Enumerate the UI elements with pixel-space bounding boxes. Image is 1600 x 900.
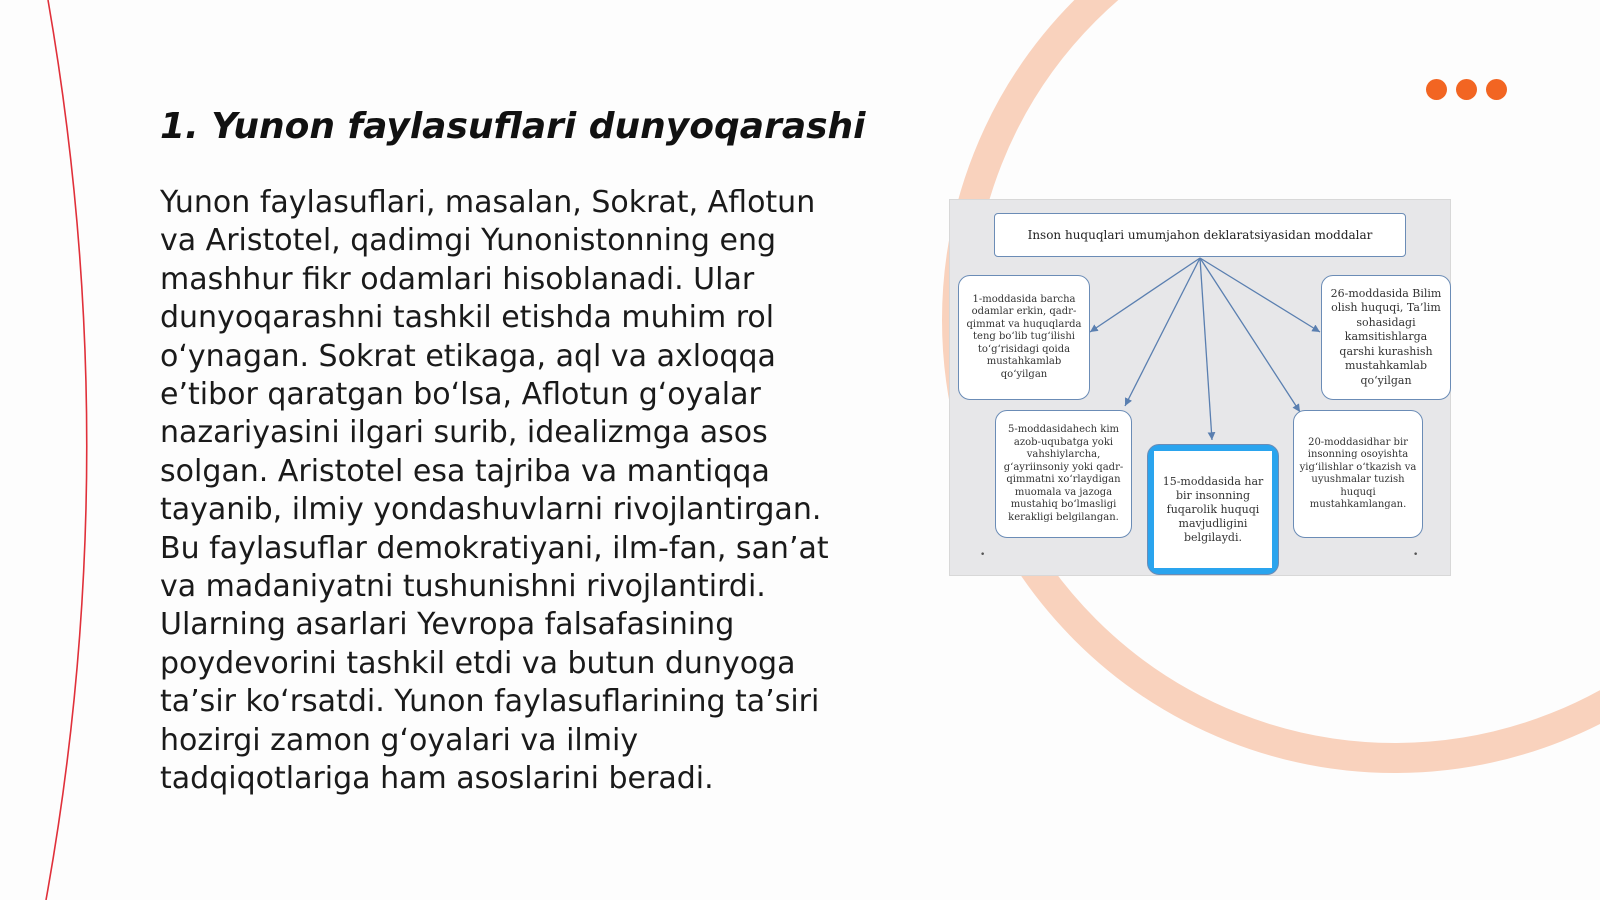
diagram-bullet-right: • <box>1413 550 1419 560</box>
arrow-to-node-1 <box>1090 258 1200 332</box>
diagram-node-article-15 <box>1147 444 1279 575</box>
body-paragraph: Yunon faylasuflari, masalan, Sokrat, Aflotun va Aristotel, qadimgi Yunonistonning eng mashhur fikr odamlari hisoblanadi. Ular dunyoqarashni tashkil etishda muhim rol o‘ynagan. Sokrat etikaga, aql va axloqqa e’tibor qaratgan bo‘lsa, Aflotun g‘oyalar nazariyasini ilgari surib, idealizmga asos solgan. Aristotel esa tajriba va mantiqqa tayanib, ilmiy yondashuvlarni rivojlantirgan. Bu faylasuflar demokratiyani, ilm-fan, san’at va madaniyatni tushunishni rivojlantirdi. Ularning asarlari Yevropa falsafasining poydevorini tashkil etdi va butun dunyoga ta’sir ko‘rsatdi. Yunon faylasuflarining ta’siri hozirgi zamon g‘oyalari va ilmiy tadqiqotlariga ham asoslarini beradi. <box>160 185 829 797</box>
more-options-icon <box>1426 79 1507 101</box>
diagram-node-article-26: 26-moddasida Bilim olish huquqi, Ta’lim sohasidagi kamsitishlarga qarshi kurashish mustahkamlab qo‘yilgan <box>1321 275 1451 400</box>
arrow-to-node-20 <box>1200 258 1300 412</box>
arrow-to-node-5 <box>1125 258 1200 406</box>
dot-3 <box>1486 79 1507 100</box>
diagram-header: Inson huquqlari umumjahon deklaratsiyasidan moddalar <box>994 213 1406 257</box>
diagram-node-article-5: 5-moddasidahech kim azob-uqubatga yoki vahshiylarcha, g‘ayriinsoniy yoki qadr-qimmatni xo‘rlaydigan muomala va jazoga mustahiq bo‘lmasligi kerakligi belgilangan. <box>995 410 1132 538</box>
arrow-to-node-26 <box>1200 258 1320 332</box>
slide-title: 1. Yunon faylasuflari dunyoqarashi <box>160 106 866 147</box>
diagram-node-article-15-text: 15-moddasida har bir insonning fuqarolik huquqi mavjudligini belgilaydi. <box>1154 451 1272 568</box>
dot-2 <box>1456 79 1477 100</box>
diagram-node-article-20: 20-moddasidhar bir insonning osoyishta yig‘ilishlar o‘tkazish va uyushmalar tuzish huquqi mustahkamlangan. <box>1293 410 1423 538</box>
declaration-diagram <box>950 200 1450 575</box>
dot-1 <box>1426 79 1447 100</box>
arrow-to-node-15 <box>1200 258 1212 440</box>
diagram-bullet-left: • <box>980 550 986 560</box>
diagram-node-article-1: 1-moddasida barcha odamlar erkin, qadr-qimmat va huquqlarda teng bo‘lib tug‘ilishi to‘g‘risidagi qoida mustahkamlab qo‘yilgan <box>958 275 1090 400</box>
left-red-curve <box>46 0 87 900</box>
